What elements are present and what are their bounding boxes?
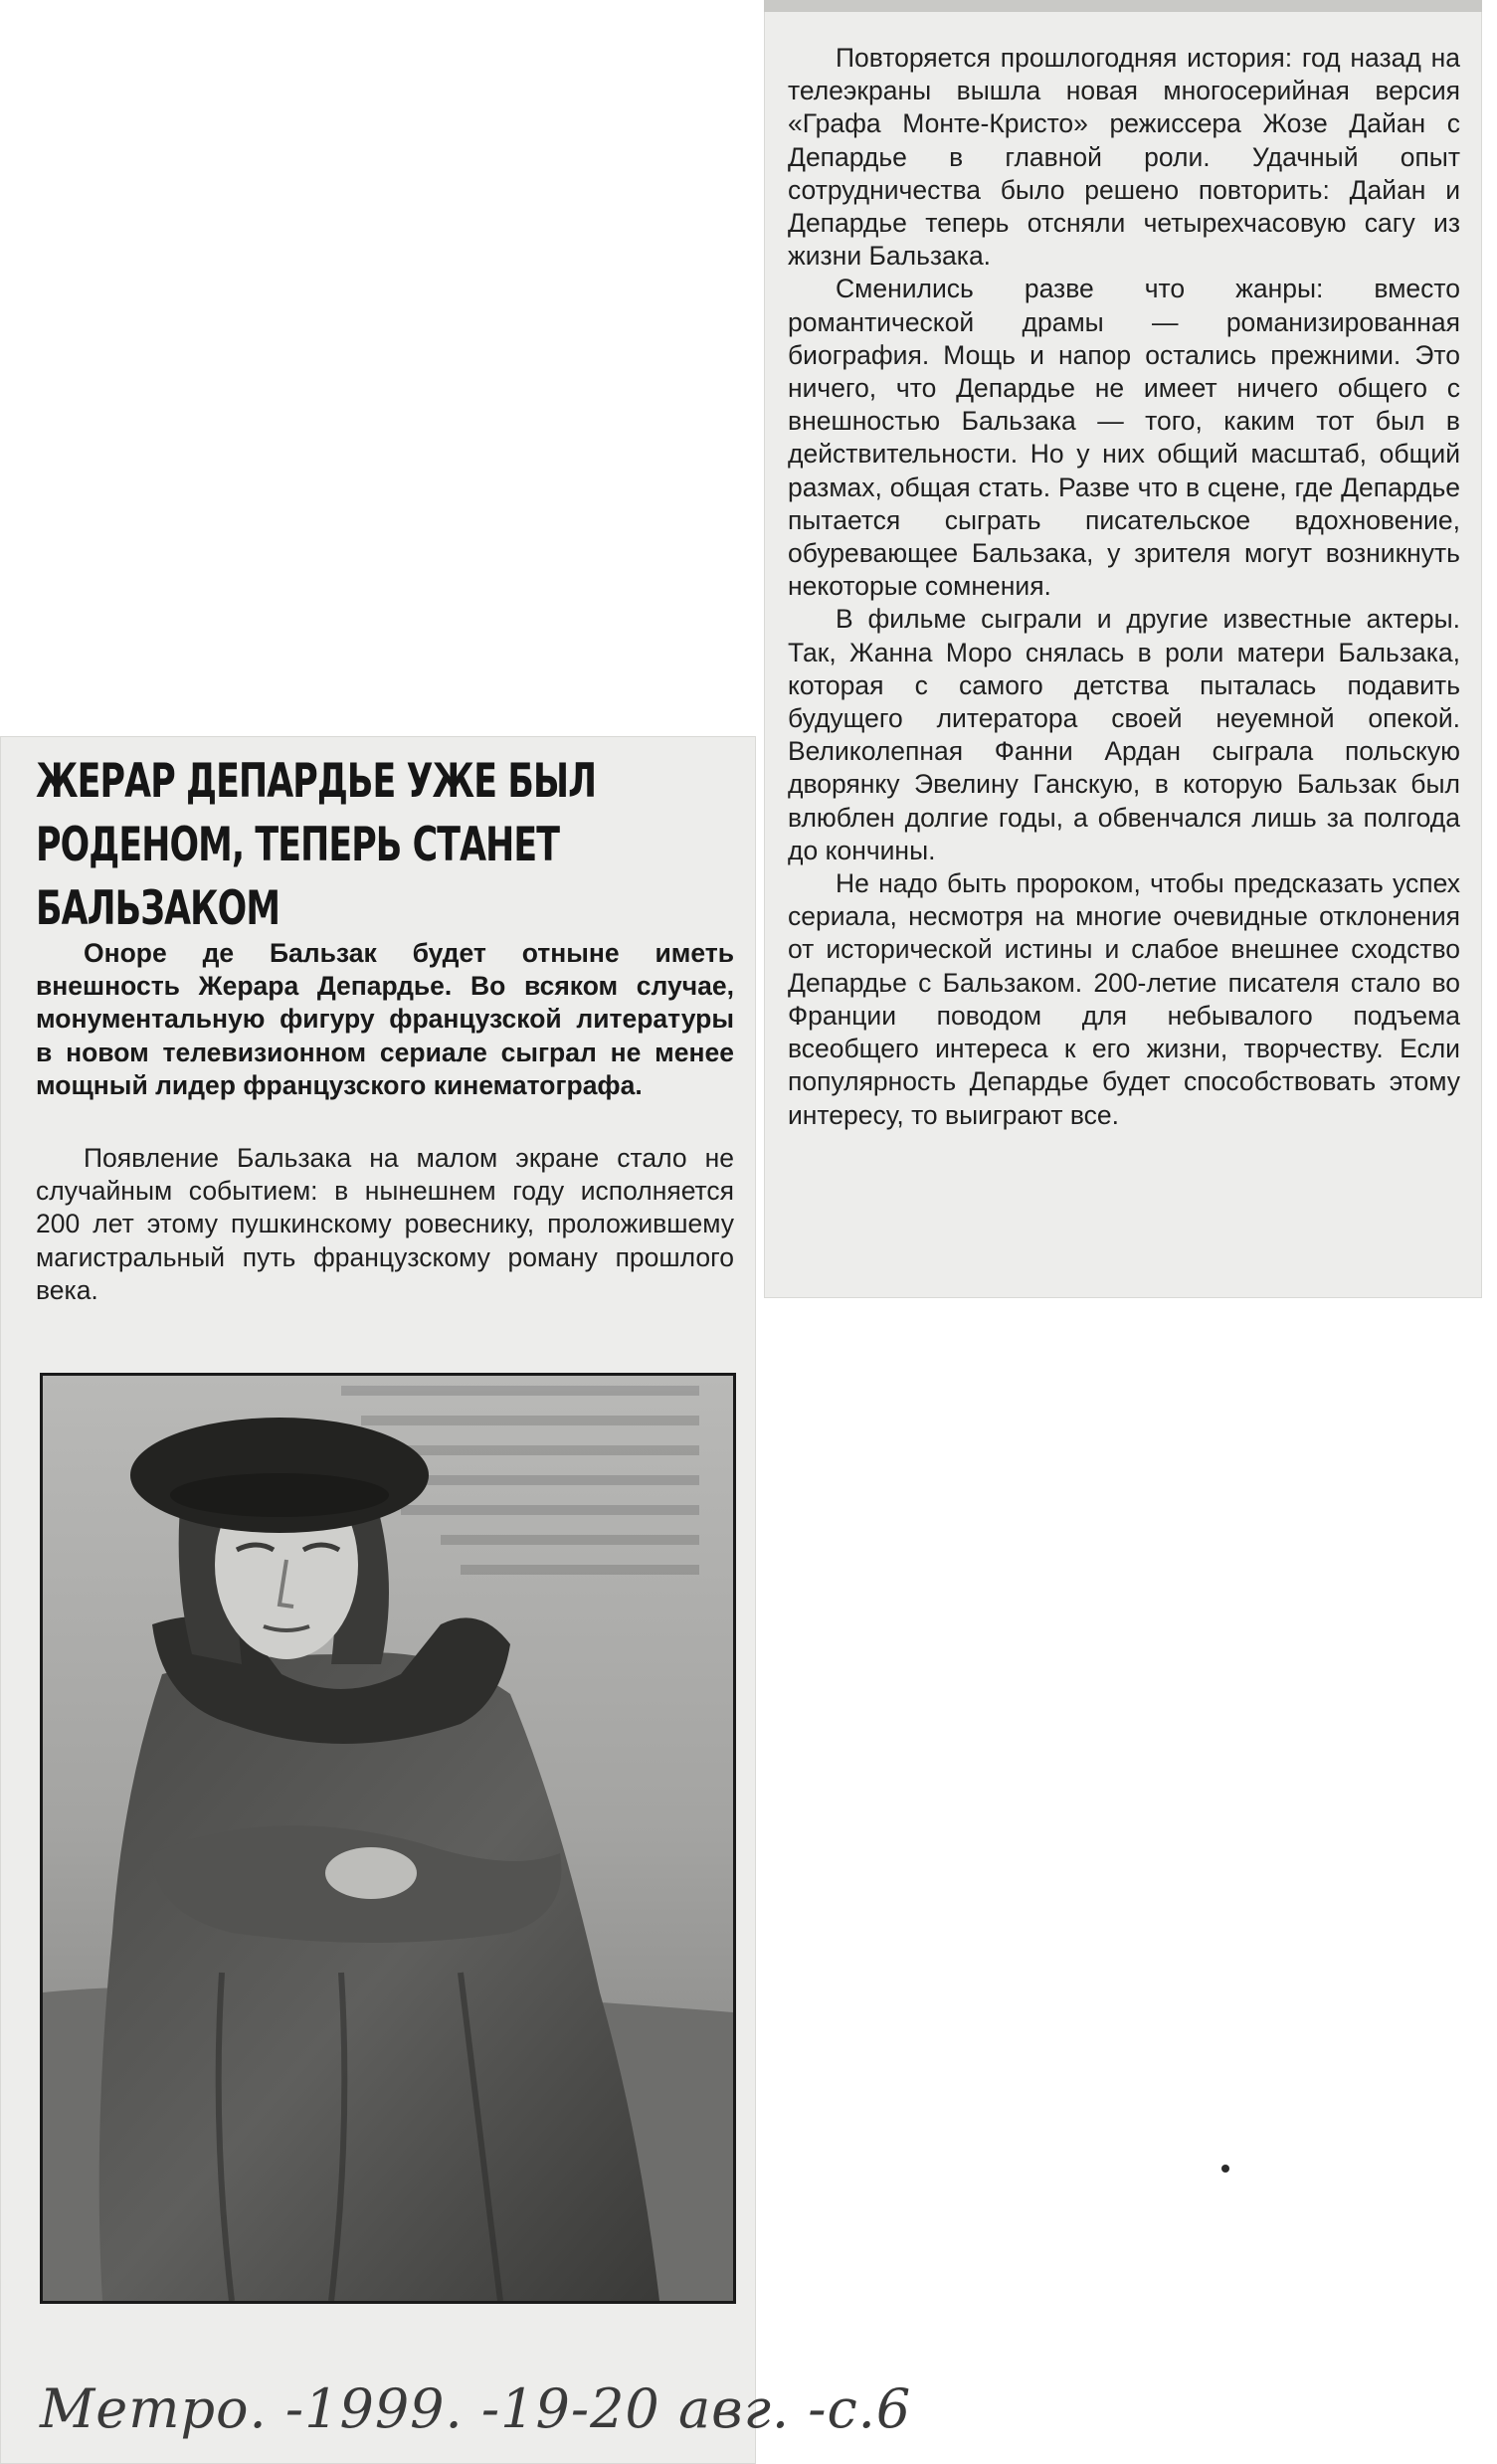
article-photo: [40, 1373, 736, 2304]
clipping-top-band: [764, 0, 1482, 12]
paragraph: Не надо быть пророком, чтобы предсказать успех сериала, несмотря на многие очевидные отклонения от исторической истины и слабое внешнее сходство Депардье с Бальзаком. 200-летие писателя стало во Франции поводом для небывалого подъема всеобщего интереса к его жизни, творчеству. Если популярность Депардье будет способствовать этому интересу, то выиграют все.: [788, 868, 1460, 1130]
paragraph: Сменились разве что жанры: вместо романтической драмы — романизированная биография. Мощь и напор остались прежними. Это ничего, что Депардье не имеет ничего общего с внешностью Бальзака — того, каким тот был в действительности. Но у них общий масштаб, общий размах, общая стать. Разве что в сцене, где Депардье пытается сыграть писательское вдохновение, обуревающее Бальзака, у зрителя могут возникнуть некоторые сомнения.: [788, 274, 1460, 602]
beret-band: [170, 1473, 389, 1517]
headline-line: БАЛЬЗАКОМ: [36, 881, 281, 936]
handwritten-note: Метро. -1999. -19-20 авг. -с.6: [40, 2377, 912, 2440]
portrait-illustration: [43, 1376, 733, 2301]
hand: [325, 1847, 417, 1899]
ink-speck: [1221, 2165, 1229, 2173]
article-headline: [36, 750, 698, 941]
paragraph: В фильме сыграли и другие известные актеры. Так, Жанна Моро снялась в роли матери Бальзака, которая с самого детства пыталась подавить будущего литератора своей неуемной опекой. Великолепная Фанни Ардан сыграла польскую дворянку Эвелину Ганскую, в которую Бальзак был влюблен долгие годы, а обвенчался лишь за полгода до кончины.: [788, 604, 1460, 865]
article-lead: Оноре де Бальзак будет отныне иметь внешность Жерара Депардье. Во всяком случае, монументальную фигуру французской литературы в новом телевизионном сериале сыграл не менее мощный лидер французского кинематографа.: [36, 938, 734, 1100]
paragraph: Повторяется прошлогодняя история: год назад на телеэкраны вышла новая многосерийная версия «Графа Монте-Кристо» режиссера Жозе Дайан с Депардье в главной роли. Удачный опыт сотрудничества было решено повторить: Дайан и Депардье теперь отсняли четырехчасовую сагу из жизни Бальзака.: [788, 43, 1460, 272]
article-body: Появление Бальзака на малом экране стало не случайным событием: в нынешнем году исполняется 200 лет этому пушкинскому ровеснику, проложившему магистральный путь французскому роману прошлого века.: [36, 1143, 734, 1305]
headline-line: ЖЕРАР ДЕПАРДЬЕ УЖЕ БЫЛ: [36, 754, 597, 809]
right-column-text: [788, 42, 1460, 1132]
clipping-right: [764, 0, 1482, 1298]
clipping-left: [0, 736, 912, 2464]
headline-line: РОДЕНОМ, ТЕПЕРЬ СТАНЕТ: [36, 818, 560, 872]
